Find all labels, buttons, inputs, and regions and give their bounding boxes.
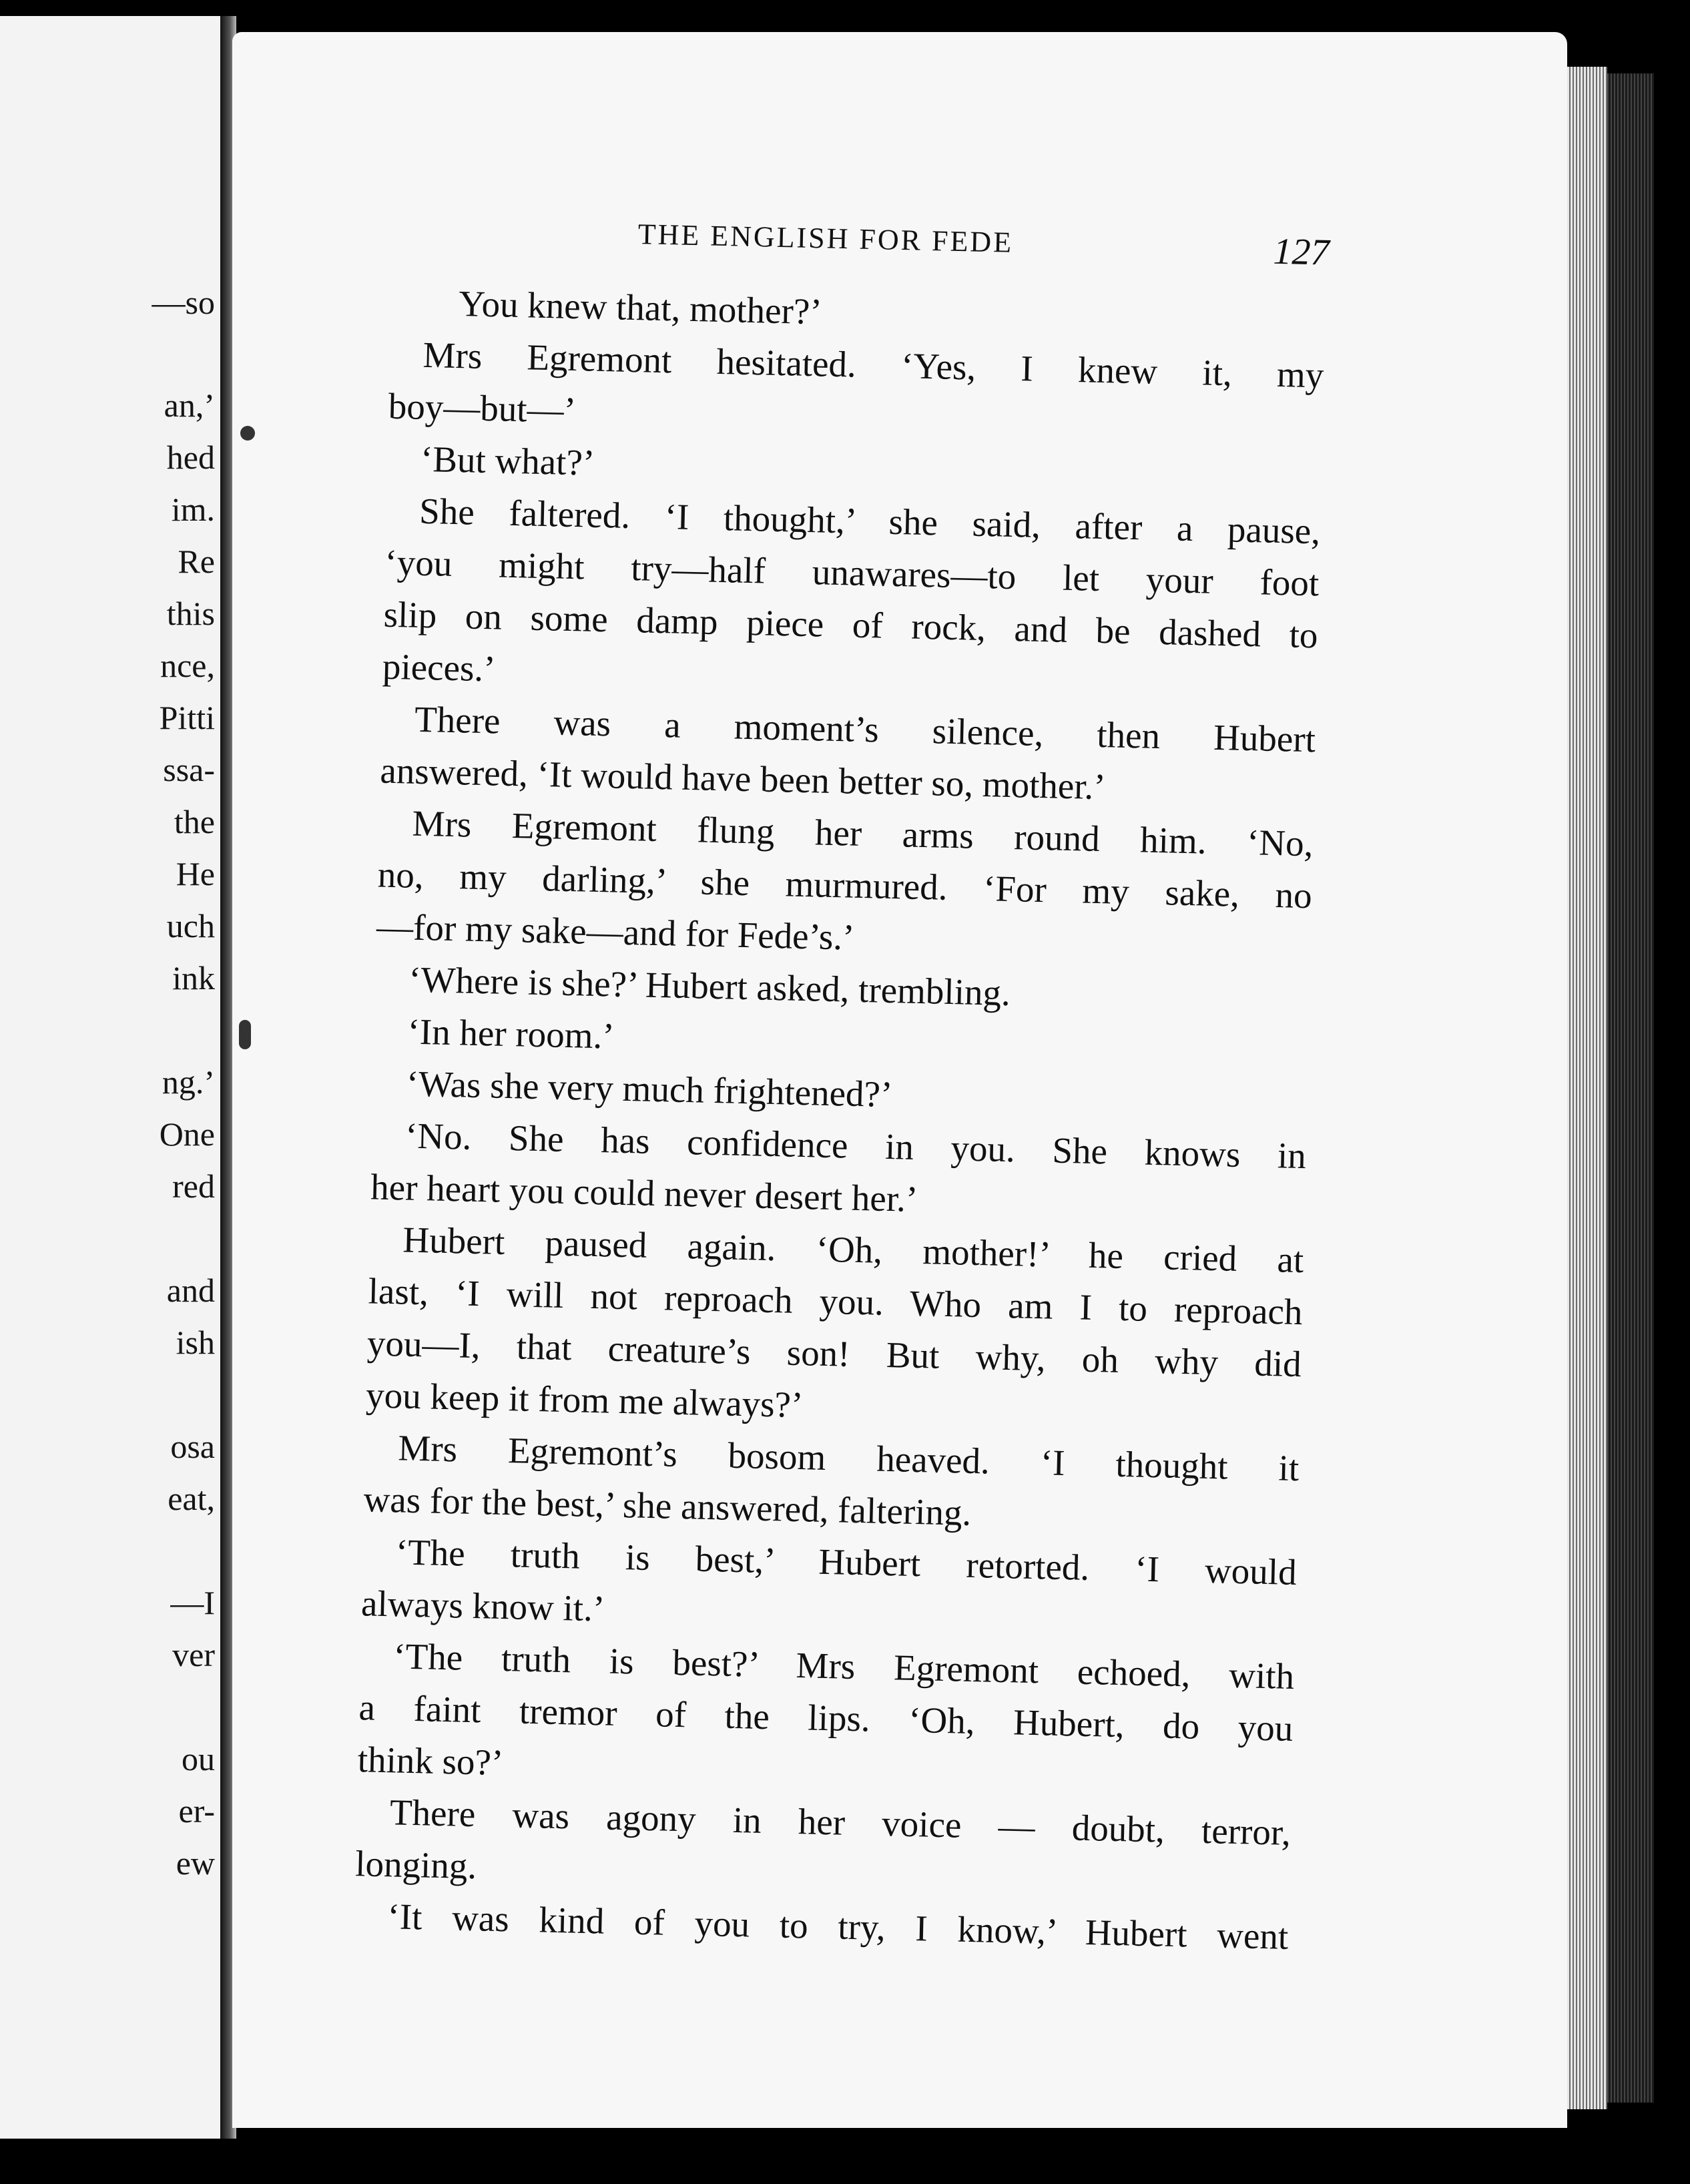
body-line: answered, ‘It would have been better so, mother.’ xyxy=(379,750,1107,808)
body-line: you keep it from me always?’ xyxy=(365,1374,804,1426)
body-line: ‘you might try—half unawares—to let your foot xyxy=(384,541,1320,604)
left-facing-page xyxy=(0,16,224,2139)
page-number: 127 xyxy=(1272,230,1330,274)
text-block xyxy=(232,32,1567,2128)
body-line: ‘In her room.’ xyxy=(406,1011,615,1057)
left-page-fragment: red xyxy=(172,1167,215,1205)
left-page-fragment: the xyxy=(174,803,215,840)
left-page-fragment: ou xyxy=(182,1740,215,1778)
body-line: ‘The truth is best,’ Hubert retorted. ‘I would xyxy=(395,1531,1298,1593)
left-page-fragment: hed xyxy=(166,439,215,476)
body-line: think so?’ xyxy=(357,1739,504,1784)
body-line: You knew that, mother?’ xyxy=(458,283,823,332)
body-line: ‘No. She has confidence in you. She knows in xyxy=(404,1115,1307,1177)
body-line: She faltered. ‘I thought,’ she said, after a pause, xyxy=(418,490,1321,552)
body-line: pieces.’ xyxy=(382,645,497,690)
left-page-fragment: this xyxy=(166,595,215,632)
left-page-fragment: er- xyxy=(178,1792,215,1830)
left-page-fragment: eat, xyxy=(168,1480,215,1517)
left-page-fragment: im. xyxy=(171,491,215,528)
left-page-fragment: ink xyxy=(172,959,215,997)
body-line: her heart you could never desert her.’ xyxy=(370,1166,918,1219)
body-line: was for the best,’ she answered, faltering. xyxy=(363,1478,972,1533)
body-line: ‘Where is she?’ Hubert asked, trembling. xyxy=(408,959,1011,1014)
body-line: boy—but—’ xyxy=(388,385,577,431)
left-page-fragment: osa xyxy=(170,1428,215,1465)
left-page-fragment: nce, xyxy=(160,647,215,684)
body-line: longing. xyxy=(354,1843,477,1887)
running-head: THE ENGLISH FOR FEDE xyxy=(637,218,1014,259)
left-page-fragment: ssa- xyxy=(163,751,215,788)
body-line: last, ‘I will not reproach you. Who am I to reproach xyxy=(368,1270,1304,1333)
body-line: a faint tremor of the lips. ‘Oh, Hubert, do you xyxy=(358,1687,1294,1749)
body-line: no, my darling,’ she murmured. ‘For my sake, no xyxy=(377,854,1313,916)
left-page-fragment: —I xyxy=(170,1584,215,1621)
page-edges xyxy=(1567,67,1607,2109)
left-page-fragment: —so xyxy=(152,284,215,321)
body-line: There was agony in her voice — doubt, terror, xyxy=(389,1792,1292,1853)
left-page-fragment: ish xyxy=(176,1324,215,1361)
right-page xyxy=(232,32,1567,2128)
left-page-fragment: ew xyxy=(176,1844,215,1882)
body-line: Mrs Egremont hesitated. ‘Yes, I knew it, my xyxy=(422,334,1325,396)
left-page-fragment: ver xyxy=(172,1636,215,1673)
body-line: ‘It was kind of you to try, I know,’ Hubert went xyxy=(386,1896,1289,1957)
body-line: you—I, that creature’s son! But why, oh why did xyxy=(366,1322,1302,1385)
body-line: ‘The truth is best?’ Mrs Egremont echoed, with xyxy=(392,1635,1295,1697)
body-line: slip on some damp piece of rock, and be dashed to xyxy=(383,593,1319,656)
body-line: Hubert paused again. ‘Oh, mother!’ he cried at xyxy=(402,1219,1304,1281)
body-line: ‘But what?’ xyxy=(420,438,595,483)
left-page-fragment: Pitti xyxy=(159,699,215,736)
body-line: always know it.’ xyxy=(360,1583,605,1629)
left-page-fragment: uch xyxy=(166,907,215,944)
body-line: There was a moment’s silence, then Hubert xyxy=(414,698,1316,760)
left-page-fragment: He xyxy=(176,855,215,892)
left-page-fragment: Re xyxy=(178,543,215,580)
left-page-fragment: an,’ xyxy=(164,386,215,424)
left-page-fragment: ng.’ xyxy=(162,1063,215,1101)
body-line: ‘Was she very much frightened?’ xyxy=(406,1063,894,1115)
body-line: Mrs Egremont’s bosom heaved. ‘I thought it xyxy=(397,1427,1300,1489)
left-page-fragment: and xyxy=(166,1272,215,1309)
left-page-fragment: One xyxy=(159,1115,215,1153)
body-line: Mrs Egremont flung her arms round him. ‘No, xyxy=(412,802,1314,864)
body-line: —for my sake—and for Fede’s.’ xyxy=(376,906,856,958)
book-cover-edge xyxy=(1607,73,1654,2103)
